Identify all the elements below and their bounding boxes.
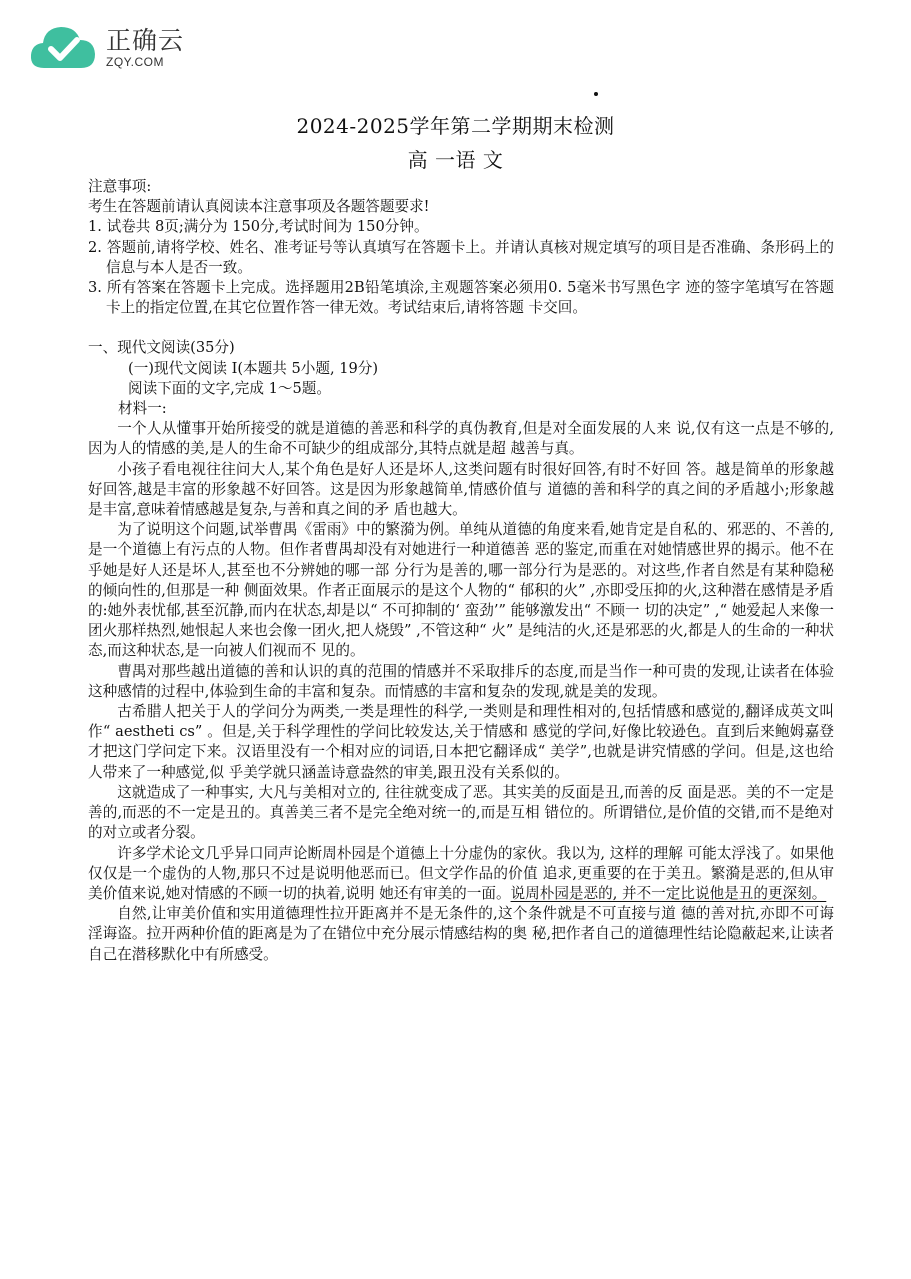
reading-instruction: 阅读下面的文字,完成 1～5题。 — [128, 379, 331, 397]
logo — [28, 22, 184, 74]
cloud-check-icon — [28, 22, 98, 74]
notice-intro: 考生在答题前请认真阅读本注意事项及各题答题要求! — [88, 198, 430, 216]
document-body — [88, 177, 834, 965]
paragraph-text: 许多学术论文几乎异口同声论断周朴园是个道德上十分虚伪的家伙。我以为, 这样的理解 可能太浮浅了。如果他仅仅是一个虚伪的人物,那只不过是说明他恶而已。但文学作品的价值 追求,更重要的在于美丑。繁漪是恶的,但从审美价值来说,她对情感的不顾一切的执着,说明 她还有审美的一面。 — [88, 844, 834, 902]
notice-item: 2. 答题前,请将学校、姓名、准考证号等认真填写在答题卡上。并请认真核对规定填写的项目是否准确、条形码上的信息与本人是否一致。 — [88, 238, 834, 276]
passage-paragraph — [88, 844, 834, 905]
section-subheading: (一)现代文阅读 I(本题共 5小题, 19分) — [128, 359, 379, 377]
passage-paragraph: 自然,让审美价值和实用道德理性拉开距离并不是无条件的,这个条件就是不可直接与道 德的善对抗,亦即不可诲淫诲盗。拉开两种价值的距离是为了在错位中充分展示情感结构的奥 秘,把作者自己的道德理性结论隐蔽起来,让读者自己在潜移默化中有所感受。 — [88, 905, 834, 963]
passage-paragraph: 一个人从懂事开始所接受的就是道德的善恶和科学的真伪教育,但是对全面发展的人来 说,仅有这一点是不够的,因为人的情感的美,是人的生命不可缺少的组成部分,其特点就是超 越善与真。 — [88, 420, 834, 458]
passage-paragraph: 小孩子看电视往往问大人,某个角色是好人还是坏人,这类问题有时很好回答,有时不好回 答。越是简单的形象越好回答,越是丰富的形象越不好回答。这是因为形象越简单,情感价值与 道德的善和科学的真之间的矛盾越小;形象越是丰富,意味着情感越是复杂,与善和真之间的矛 盾也越大。 — [88, 460, 834, 519]
exam-title: 2024-2025学年第二学期期末检测 — [296, 114, 615, 138]
logo-domain: ZQY.COM — [106, 55, 164, 69]
notice-heading: 注意事项: — [88, 178, 152, 195]
passage-paragraph: 曹禺对那些越出道德的善和认识的真的范围的情感并不采取排斥的态度,而是当作一种可贵的发现,让读者在体验这种感情的过程中,体验到生命的丰富和复杂。而情感的丰富和复杂的发现,就是美的发现。 — [88, 662, 834, 700]
exam-subject: 高 一语 文 — [407, 148, 504, 172]
notice-item: 1. 试卷共 8页;满分为 150分,考试时间为 150分钟。 — [88, 218, 429, 236]
section-heading: 一、现代文阅读(35分) — [88, 339, 235, 357]
passage-paragraph: 这就造成了一种事实, 大凡与美相对立的, 往往就变成了恶。其实美的反面是丑,而善的反 面是恶。美的不一定是善的,而恶的不一定是丑的。真善美三者不是完全绝对统一的,而是互相 错位的。所谓错位,是价值的交错,而不是绝对的对立或者分裂。 — [88, 783, 834, 842]
material-label: 材料一: — [118, 400, 167, 418]
notice-item: 3. 所有答案在答题卡上完成。选择题用2B铅笔填涂,主观题答案必须用0. 5毫米书写黑色字 迹的签字笔填写在答题卡上的指定位置,在其它位置作答一律无效。考试结束后,请将答题 卡交回。 — [88, 279, 834, 317]
page-dot — [594, 92, 598, 96]
passage-paragraph: 古希腊人把关于人的学问分为两类,一类是理性的科学,一类则是和理性相对的,包括情感和感觉的,翻译成英文叫作“ aestheti cs” 。但是,关于科学理性的学问比较发达,关于情感和 感觉的学问,好像比较逊色。直到后来鲍姆嘉登才把这门学问定下来。汉语里没有一个相对应的词语,日本把它翻译成“ 美学”,也就是讲究情感的学问。但是,这也给人带来了一种感觉,似 乎美学就只涵盖诗意盎然的审美,跟丑没有关系似的。 — [88, 703, 834, 781]
passage-paragraph: 为了说明这个问题,试举曹禺《雷雨》中的繁漪为例。单纯从道德的角度来看,她肯定是自私的、邪恶的、不善的, 是一个道德上有污点的人物。但作者曹禺却没有对她进行一种道德善 恶的鉴定,而重在对她情感世界的揭示。他不在乎她是好人还是坏人,甚至也不分辨她的哪一部 分行为是善的,哪一部分行为是恶的。对这些,作者自然是有某种隐秘的倾向性的,但那是一种 侧面效果。作者正面展示的是这个人物的“ 郁积的火” ,亦即受压抑的火,这种潜在感情是矛盾 的:她外表忧郁,甚至沉静,而内在状态,却是以“ 不可抑制的‘ 蛮劲’” 能够激发出“ 不顾一 切的决定” ,“ 她爱起人来像一团火那样热烈,她恨起人来也会像一团火,把人烧毁” ,不管这种“ 火” 是纯洁的火,还是邪恶的火,都是人的生命的一种状态,而这种状态,是一向被人们视而不 见的。 — [88, 521, 834, 660]
underlined-sentence: 说周朴园是恶的, 并不一定比说他是丑的更深刻。 — [510, 884, 827, 902]
logo-name: 正确云 — [106, 26, 185, 55]
